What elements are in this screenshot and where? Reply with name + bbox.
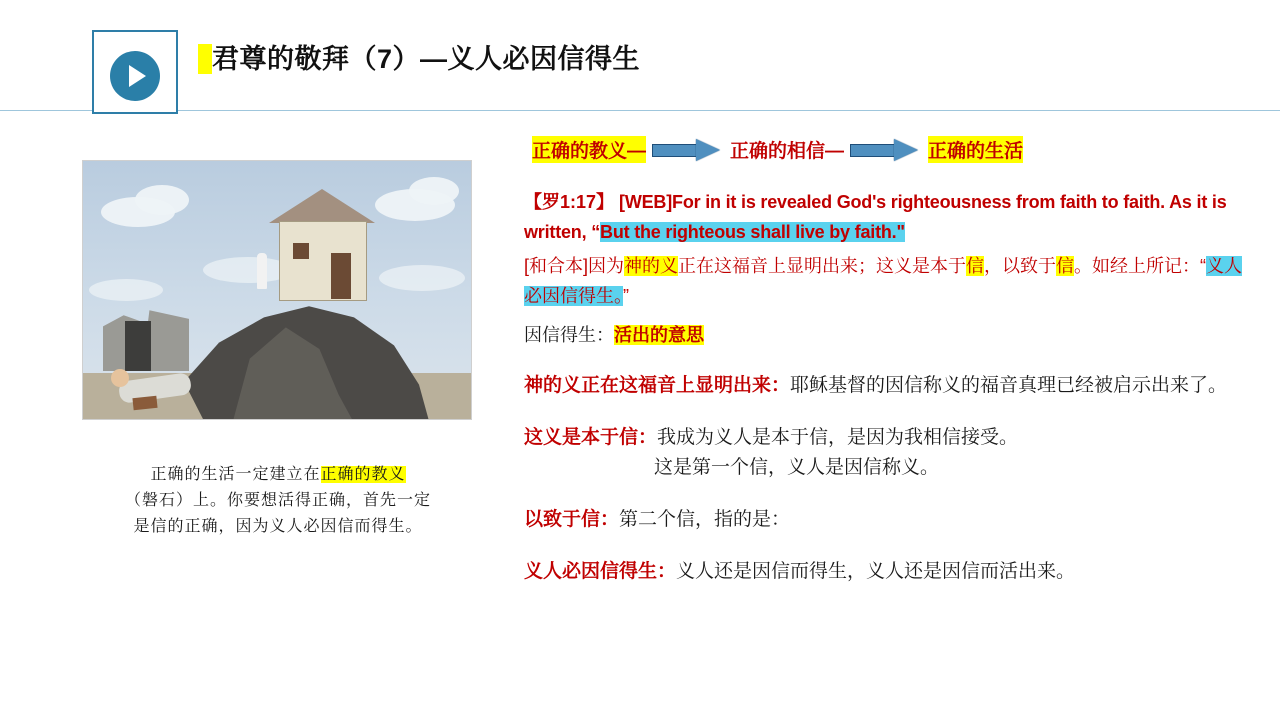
- caption-line1-pre: 正确的生活一定建立在: [150, 466, 321, 483]
- person-head: [111, 369, 129, 387]
- flow-step-3: 正确的生活: [928, 136, 1023, 163]
- caption-line1-highlight: 正确的教义: [320, 466, 406, 483]
- explanation-1-text: 耶稣基督的因信称义的福音真理已经被启示出来了。: [790, 375, 1228, 396]
- title-text: 君尊的敬拜（7）—义人必因信得生: [212, 44, 641, 74]
- house-on-rock-illustration: [82, 160, 472, 420]
- note-line-1-label: 因信得生：: [524, 325, 614, 345]
- standing-figure: [257, 253, 267, 289]
- explanation-3-lead: 以致于信：: [524, 509, 620, 530]
- cloud-icon: [89, 279, 163, 301]
- cloud-icon: [135, 185, 189, 215]
- flow-step-1: 正确的教义—: [532, 136, 646, 163]
- arrow-right-icon: [652, 140, 724, 160]
- verse-cn-mid-3: 。如经上所记：“: [1074, 256, 1207, 276]
- verse-cn-highlight-4: 义人必因信得生。: [524, 256, 1243, 306]
- caption-line3: 是信的正确，因为义人必因信而得生。: [133, 518, 423, 535]
- house-roof: [269, 189, 375, 223]
- title-marker: [198, 44, 212, 74]
- explanation-1-lead: 神的义正在这福音上显明出来：: [524, 375, 791, 396]
- explanation-3: [524, 505, 1254, 535]
- caption-line2: （磐石）上。你要想活得正确，首先一定: [124, 492, 431, 509]
- verse-cn-mid: 正在这福音上显明出来；这义是本于: [678, 256, 967, 276]
- flow-step-2: 正确的相信—: [730, 141, 845, 162]
- explanation-3-text: 第二个信，指的是：: [619, 509, 791, 530]
- slide-header: [0, 0, 1280, 112]
- house-door: [331, 253, 351, 299]
- explanation-4-text: 义人还是因信而得生，义人还是因信而活出来。: [676, 561, 1076, 582]
- verse-english-text: For in it is revealed God's righteousness from faith to faith. As it is written, “: [524, 192, 1227, 242]
- verse-reference: 【罗1:17】: [524, 192, 615, 212]
- verse-cn-end: ”: [623, 286, 629, 306]
- cloud-icon: [409, 177, 459, 205]
- explanation-2-lead: 这义是本于信：: [524, 427, 658, 448]
- verse-cn-highlight-2: 信: [966, 256, 985, 276]
- header-divider-right: [178, 110, 1280, 111]
- book: [132, 396, 157, 410]
- ruined-house-opening: [125, 321, 151, 371]
- verse-cn-label: [和合本]: [524, 256, 589, 276]
- note-line-1-value: 活出的意思: [614, 325, 704, 345]
- house-body: [279, 221, 367, 301]
- note-line-1: [524, 321, 1254, 349]
- header-divider-left: [0, 110, 92, 111]
- explanation-2-text: 我成为义人是本于信，是因为我相信接受。: [657, 427, 1019, 448]
- verse-version: [WEB]: [619, 192, 673, 212]
- arrow-right-icon: [850, 140, 922, 160]
- play-icon[interactable]: [110, 51, 160, 101]
- verse-cn-pre: 因为: [588, 256, 625, 276]
- house-window: [293, 243, 309, 259]
- explanation-2: [524, 423, 1254, 483]
- verse-english-highlight: But the righteous shall live by faith.": [600, 222, 905, 242]
- illustration-caption: [82, 462, 474, 540]
- verse-english: [524, 187, 1254, 247]
- explanation-2-text-line2: 这是第一个信，义人是因信称义。: [654, 457, 940, 478]
- cloud-icon: [379, 265, 465, 291]
- explanation-4-lead: 义人必因信得生：: [524, 561, 677, 582]
- fallen-person: [109, 367, 205, 409]
- explanation-1: [524, 371, 1254, 401]
- verse-chinese: [524, 251, 1254, 311]
- doctrine-flow: [532, 136, 1254, 163]
- verse-cn-mid-2: ，以致于: [984, 256, 1057, 276]
- verse-cn-highlight-1: 神的义: [624, 256, 679, 276]
- right-content: [524, 136, 1254, 587]
- verse-cn-highlight-3: 信: [1056, 256, 1075, 276]
- explanation-4: [524, 557, 1254, 587]
- page-title: [198, 44, 640, 74]
